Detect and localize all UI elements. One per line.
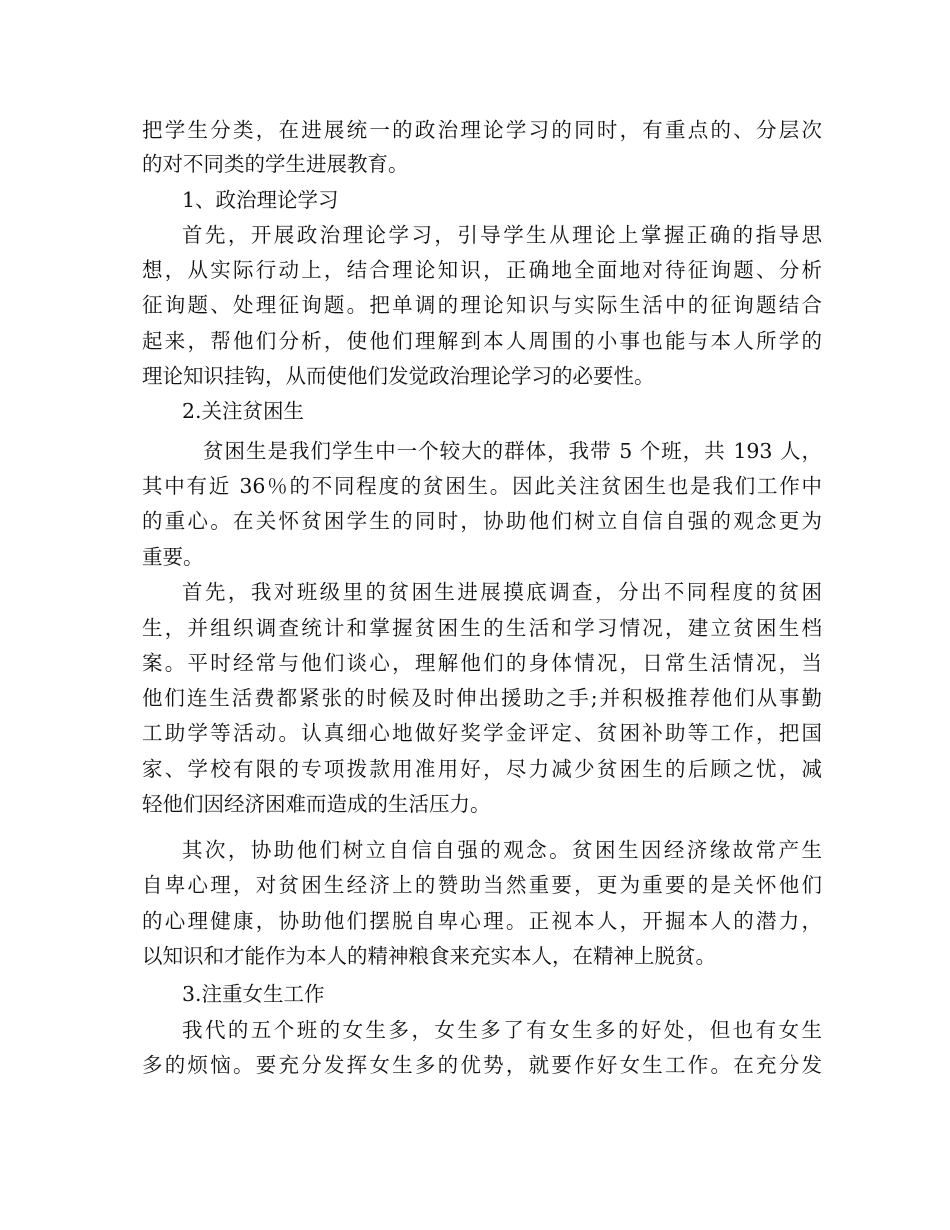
text-line: 想，从实际行动上，结合理论知识，正确地全面地对待征询题、分析 — [142, 258, 822, 282]
text-line: 以知识和才能作为本人的精神粮食来充实本人，在精神上脱贫。 — [142, 944, 716, 968]
text-line: 首先，我对班级里的贫困生进展摸底调查，分出不同程度的贫困 — [182, 580, 822, 604]
text-line: 其中有近 36％的不同程度的贫困生。因此关注贫困生也是我们工作中 — [142, 474, 822, 498]
text-line: 的重心。在关怀贫困学生的同时，协助他们树立自信自强的观念更为 — [142, 509, 822, 533]
text-line: 理论知识挂钩，从而使他们发觉政治理论学习的必要性。 — [142, 364, 655, 388]
text-line: 重要。 — [142, 545, 204, 569]
text-line: 征询题、处理征询题。把单调的理论知识与实际生活中的征询题结合 — [142, 293, 822, 317]
text-line: 多的烦恼。要充分发挥女生多的优势，就要作好女生工作。在充分发 — [142, 1053, 822, 1077]
text-line: 其次，协助他们树立自信自强的观念。贫困生因经济缘故常产生 — [182, 838, 822, 862]
text-line: 把学生分类，在进展统一的政治理论学习的同时，有重点的、分层次 — [142, 118, 822, 142]
text-line: 生，并组织调查统计和掌握贫困生的生活和学习情况，建立贫困生档 — [142, 616, 822, 640]
section-heading: 2.关注贫困生 — [182, 399, 305, 423]
text-line: 工助学等活动。认真细心地做好奖学金评定、贫困补助等工作，把国 — [142, 721, 822, 745]
text-line: 的心理健康，协助他们摆脱自卑心理。正视本人，开掘本人的潜力， — [142, 909, 822, 933]
text-line: 首先，开展政治理论学习，引导学生从理论上掌握正确的指导思 — [182, 223, 822, 247]
text-line: 起来，帮他们分析，使他们理解到本人周围的小事也能与本人所学的 — [142, 329, 822, 353]
text-line: 家、学校有限的专项拨款用准用好，尽力减少贫困生的后顾之忧，减 — [142, 757, 822, 781]
text-line: 贫困生是我们学生中一个较大的群体，我带 5 个班，共 193 人， — [203, 439, 822, 463]
text-line: 自卑心理，对贫困生经济上的赞助当然重要，更为重要的是关怀他们 — [142, 873, 822, 897]
section-heading: 1、政治理论学习 — [182, 188, 339, 212]
text-line: 轻他们因经济困难而造成的生活压力。 — [142, 792, 491, 816]
text-line: 的对不同类的学生进展教育。 — [142, 152, 409, 176]
text-line: 我代的五个班的女生多，女生多了有女生多的好处，但也有女生 — [182, 1018, 822, 1042]
text-line: 他们连生活费都紧张的时候及时伸出援助之手;并积极推荐他们从事勤 — [142, 686, 822, 710]
text-line: 案。平时经常与他们谈心，理解他们的身体情况，日常生活情况，当 — [142, 651, 822, 675]
section-heading: 3.注重女生工作 — [182, 982, 325, 1006]
